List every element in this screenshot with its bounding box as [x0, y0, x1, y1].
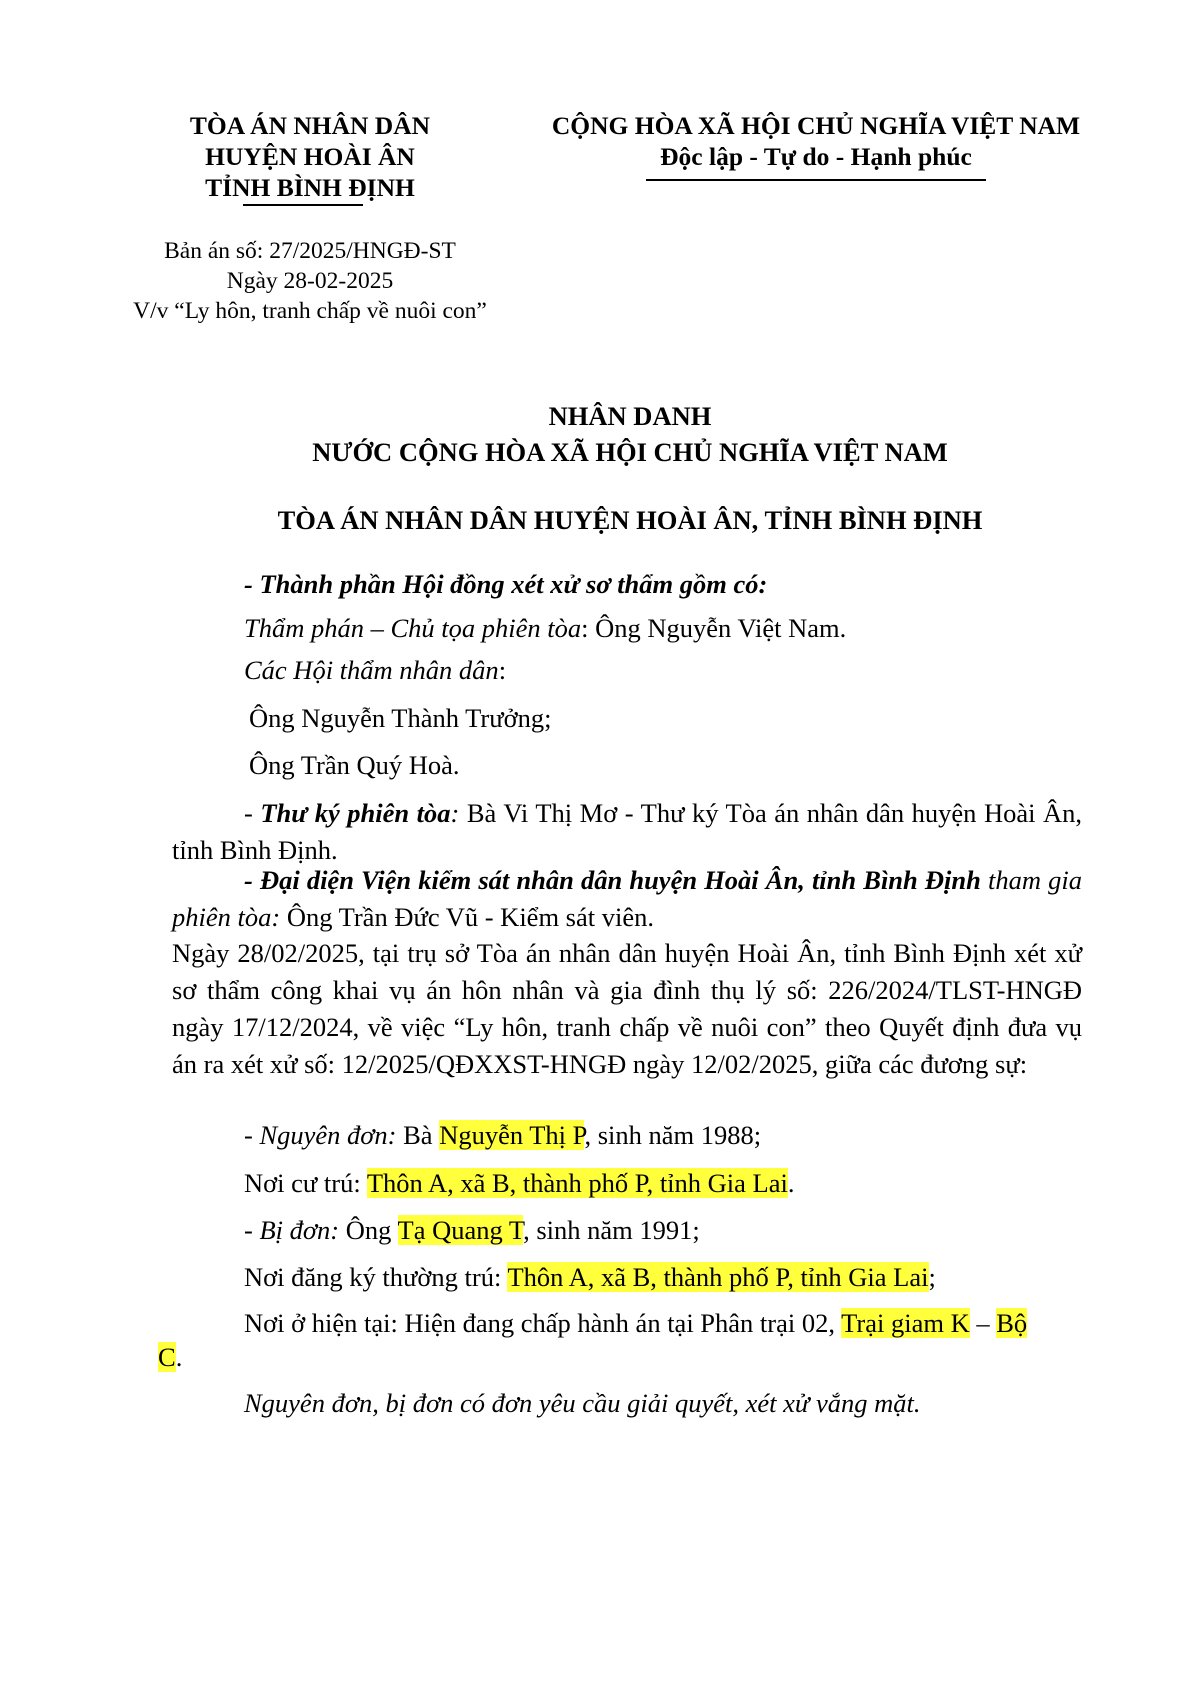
plaintiff-line	[244, 1117, 1082, 1154]
case-date: Ngày 28-02-2025	[226, 268, 394, 294]
clerk-label: Thư ký phiên tòa	[260, 798, 451, 828]
prosecutor-value: Ông Trần Đức Vũ - Kiểm sát viên.	[280, 902, 654, 932]
prosecutor-paragraph	[172, 862, 1082, 936]
plaintiff-residence: Thôn A, xã B, thành phố P, tỉnh Gia Lai	[366, 1168, 788, 1198]
case-subject: V/v “Ly hôn, tranh chấp về nuôi con”	[133, 298, 487, 324]
clerk-value: Bà Vi Thị Mơ - Thư ký Tòa án nhân dân huyện Hoài Ân, tỉnh Bình Định.	[172, 798, 1083, 865]
court-name-line-1: TÒA ÁN NHÂN DÂN	[189, 111, 431, 140]
clerk-paragraph	[172, 795, 1082, 869]
clerk-colon: :	[450, 798, 460, 828]
defendant-name: Tạ Quang T	[397, 1215, 524, 1245]
defendant-registered-label: Nơi đăng ký thường trú:	[244, 1262, 508, 1292]
country-title: NƯỚC CỘNG HÒA XÃ HỘI CHỦ NGHĨA VIỆT NAM	[312, 437, 948, 467]
jurors-label: Các Hội thẩm nhân dân	[244, 655, 499, 685]
closing-note-text: Nguyên đơn, bị đơn có đơn yêu cầu giải quyết, xét xử vắng mặt.	[244, 1388, 921, 1418]
judge-value: : Ông Nguyễn Việt Nam.	[581, 613, 847, 643]
defendant-current-line-cont	[158, 1339, 1068, 1376]
plaintiff-label: - Nguyên đơn:	[244, 1120, 397, 1150]
plaintiff-prefix: Bà	[396, 1120, 440, 1150]
defendant-registered: Thôn A, xã B, thành phố P, tỉnh Gia Lai	[507, 1262, 929, 1292]
juror-1: Ông Nguyễn Thành Trưởng;	[249, 703, 552, 733]
plaintiff-name: Nguyễn Thị P	[439, 1120, 585, 1150]
court-name-line-3: TỈNH BÌNH ĐỊNH	[205, 173, 415, 202]
closing-note	[244, 1385, 1082, 1422]
prosecutor-italic: tham gia phiên tòa:	[172, 865, 1082, 932]
clerk-dash: -	[244, 798, 261, 828]
judge-line	[244, 610, 1082, 647]
panel-heading	[244, 566, 1082, 603]
prosecutor-label: - Đại diện Viện kiểm sát nhân dân huyện Hoài Ân, tỉnh Bình Định	[244, 865, 981, 895]
jurors-line	[244, 652, 1082, 689]
defendant-current-ministry: Bộ	[996, 1308, 1028, 1338]
defendant-current-dash: –	[969, 1308, 997, 1338]
judge-label: Thẩm phán – Chủ tọa phiên tòa	[244, 613, 582, 643]
case-info	[130, 236, 490, 326]
defendant-current-end: .	[175, 1342, 183, 1372]
defendant-suffix: , sinh năm 1991;	[523, 1215, 700, 1245]
court-full-title: TÒA ÁN NHÂN DÂN HUYỆN HOÀI ÂN, TỈNH BÌNH ĐỊNH	[277, 505, 983, 535]
national-motto: Độc lập - Tự do - Hạnh phúc	[660, 142, 972, 171]
plaintiff-residence-line	[244, 1165, 1082, 1202]
court-name-line-2: HUYỆN HOÀI ÂN	[205, 142, 415, 171]
motto-divider	[646, 179, 986, 181]
plaintiff-residence-label: Nơi cư trú:	[244, 1168, 367, 1198]
plaintiff-residence-end: .	[787, 1168, 795, 1198]
panel-heading-text: - Thành phần Hội đồng xét xử sơ thẩm gồm có:	[244, 569, 768, 599]
juror-2: Ông Trần Quý Hoà.	[249, 750, 460, 780]
court-header-divider	[243, 204, 363, 206]
national-header	[536, 110, 1096, 172]
defendant-registered-line	[244, 1259, 1082, 1296]
court-header	[130, 110, 490, 203]
defendant-current-ministry-letter: C	[158, 1342, 176, 1372]
defendant-registered-end: ;	[928, 1262, 936, 1292]
defendant-prefix: Ông	[339, 1215, 398, 1245]
case-number: Bản án số: 27/2025/HNGĐ-ST	[164, 238, 456, 264]
defendant-current-label: Nơi ở hiện tại: Hiện đang chấp hành án tại Phân trại 02,	[244, 1308, 842, 1338]
defendant-current-line	[244, 1305, 1082, 1342]
trial-paragraph: Ngày 28/02/2025, tại trụ sở Tòa án nhân dân huyện Hoài Ân, tỉnh Bình Định xét xử sơ thẩm công khai vụ án hôn nhân và gia đình thụ lý số: 226/2024/TLST-HNGĐ ngày 17/12/2024, về việc “Ly hôn, tranh chấp về nuôi con” theo Quyết định đưa vụ án ra xét xử số: 12/2025/QĐXXST-HNGĐ ngày 12/02/2025, giữa các đương sự:	[172, 938, 1082, 1079]
jurors-colon: :	[498, 655, 507, 685]
plaintiff-suffix: , sinh năm 1988;	[584, 1120, 762, 1150]
nation-title: CỘNG HÒA XÃ HỘI CHỦ NGHĨA VIỆT NAM	[551, 111, 1081, 140]
in-name-title: NHÂN DANH	[548, 401, 712, 431]
defendant-current-prison: Trại giam K	[841, 1308, 970, 1338]
defendant-line	[244, 1212, 1082, 1249]
defendant-label: - Bị đơn:	[244, 1215, 340, 1245]
